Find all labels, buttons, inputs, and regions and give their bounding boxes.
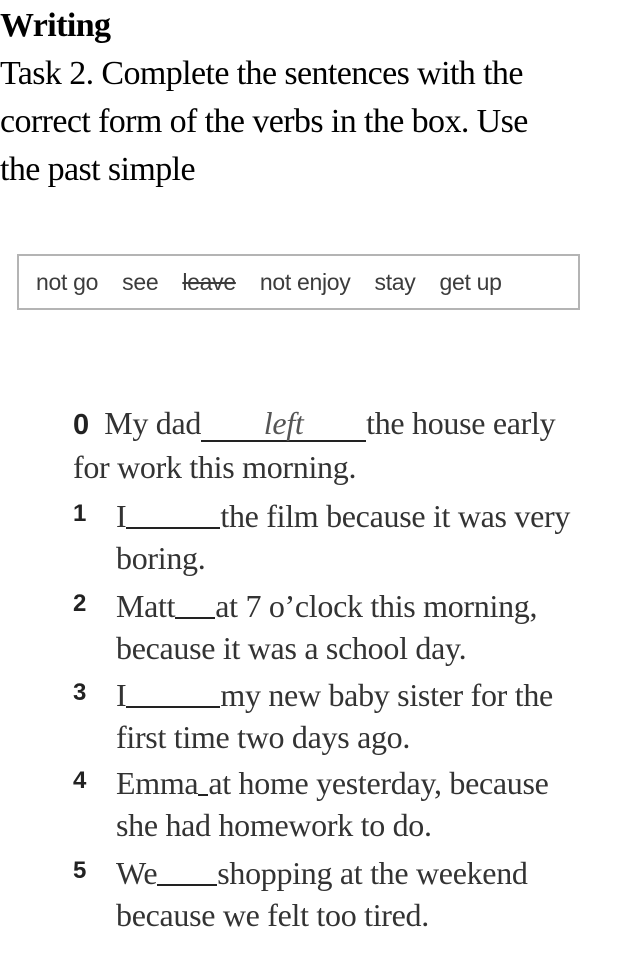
item-number: 3 xyxy=(73,679,87,706)
sentence-line2: she had homework to do. xyxy=(116,807,432,843)
sentence-item xyxy=(116,758,549,846)
sentence-line2: boring. xyxy=(116,540,206,576)
sentence-item xyxy=(116,670,553,758)
example-number: 0 xyxy=(73,409,89,441)
sentence-item xyxy=(116,491,570,579)
example-answer: left xyxy=(201,406,366,442)
sentence-after: my new baby sister for the xyxy=(220,677,553,713)
sentence-after: shopping at the weekend xyxy=(217,855,528,891)
item-number: 5 xyxy=(73,857,87,884)
answer-blank[interactable] xyxy=(126,672,220,708)
verb-word-box xyxy=(17,254,580,310)
example-before: My dad xyxy=(104,405,202,441)
answer-blank[interactable] xyxy=(175,583,215,619)
word-box-verb: see xyxy=(122,268,159,295)
sentence-line2: because we felt too tired. xyxy=(116,897,429,933)
example-line2: for work this morning. xyxy=(73,449,357,485)
sentence-item xyxy=(116,581,537,669)
example-after: the house early xyxy=(366,405,556,441)
word-box-verb: not enjoy xyxy=(259,268,351,295)
item-number: 1 xyxy=(73,500,87,527)
answer-blank[interactable] xyxy=(126,493,220,529)
example-sentence xyxy=(73,402,555,488)
word-box-verb: get up xyxy=(439,268,502,295)
answer-blank[interactable] xyxy=(157,850,217,886)
sentence-item xyxy=(116,848,528,936)
sentence-line2: because it was a school day. xyxy=(116,630,467,666)
sentence-after: at 7 o’clock this morning, xyxy=(215,588,538,624)
word-box-verb: not go xyxy=(36,268,99,295)
item-number: 2 xyxy=(73,590,87,617)
sentence-before: Matt xyxy=(116,588,176,624)
answer-blank[interactable] xyxy=(198,760,208,796)
sentence-before: I xyxy=(116,498,127,534)
item-number: 4 xyxy=(73,767,87,794)
word-box-verb: stay xyxy=(374,268,416,295)
task-instruction: Task 2. Complete the sentences with the correct form of the verbs in the box. Use the past simple xyxy=(0,55,528,188)
sentence-before: Emma xyxy=(116,765,199,801)
sentence-before: I xyxy=(116,677,127,713)
page-title: Writing xyxy=(0,7,111,44)
sentence-line2: first time two days ago. xyxy=(116,719,411,755)
sentence-before: We xyxy=(116,855,158,891)
sentence-after: at home yesterday, because xyxy=(208,765,549,801)
sentence-after: the film because it was very xyxy=(220,498,571,534)
word-box-verb-crossed-out: leave xyxy=(182,268,236,295)
